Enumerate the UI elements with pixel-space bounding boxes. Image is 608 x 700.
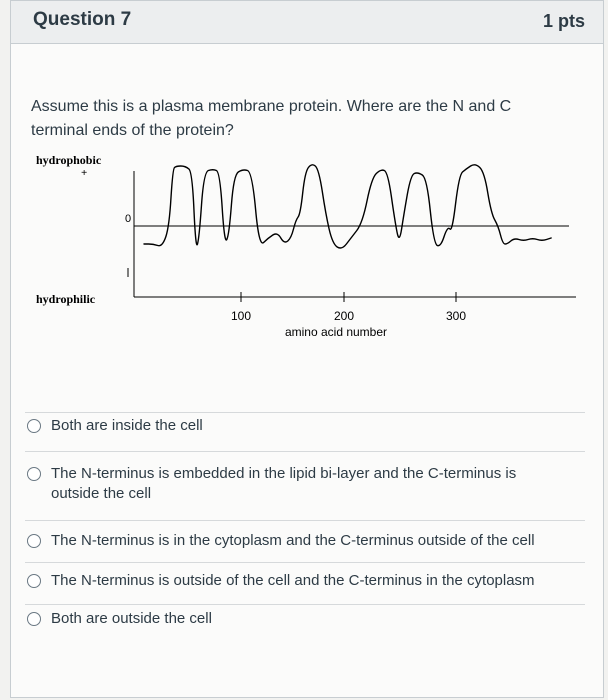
answer-option-3[interactable] bbox=[27, 531, 561, 551]
answer-option-5[interactable] bbox=[27, 609, 561, 629]
question-title: Question 7 bbox=[33, 9, 132, 30]
label-hydrophilic: hydrophilic bbox=[36, 292, 96, 306]
label-zero: 0 bbox=[125, 213, 132, 225]
divider bbox=[25, 412, 585, 413]
answer-label: The N-terminus is outside of the cell and the C-terminus in the cytoplasm bbox=[51, 572, 535, 589]
x-tick-label: 300 bbox=[445, 309, 467, 323]
hydropathy-line bbox=[144, 165, 551, 248]
radio-button[interactable] bbox=[27, 574, 41, 588]
divider bbox=[25, 520, 585, 521]
divider bbox=[25, 451, 585, 452]
x-tick-label: 100 bbox=[230, 309, 252, 323]
divider bbox=[25, 604, 585, 605]
radio-button[interactable] bbox=[27, 534, 41, 548]
question-prompt: Assume this is a plasma membrane protein. Where are the N and C terminal ends of the protein? bbox=[31, 98, 512, 139]
radio-button[interactable] bbox=[27, 419, 41, 433]
hydropathy-plot bbox=[31, 151, 591, 346]
question-card bbox=[10, 0, 604, 698]
answer-option-1[interactable] bbox=[27, 416, 561, 436]
answer-option-4[interactable] bbox=[27, 571, 561, 591]
answer-option-2[interactable] bbox=[27, 464, 561, 504]
divider bbox=[25, 562, 585, 563]
x-tick-label: 200 bbox=[333, 309, 355, 323]
radio-button[interactable] bbox=[27, 612, 41, 626]
answer-label: The N-terminus is embedded in the lipid bi-layer and the C-terminus is outside the cell bbox=[51, 465, 517, 502]
question-points: 1 pts bbox=[542, 11, 585, 31]
radio-button[interactable] bbox=[27, 467, 41, 481]
answer-label: The N-terminus is in the cytoplasm and the C-terminus outside of the cell bbox=[51, 532, 535, 549]
question-header bbox=[11, 1, 603, 44]
label-plus-sign: + bbox=[81, 167, 88, 179]
answer-label: Both are outside the cell bbox=[51, 610, 212, 627]
answer-label: Both are inside the cell bbox=[51, 417, 203, 434]
label-hydrophobic: hydrophobic bbox=[36, 153, 102, 167]
x-axis-label: amino acid number bbox=[284, 325, 388, 339]
